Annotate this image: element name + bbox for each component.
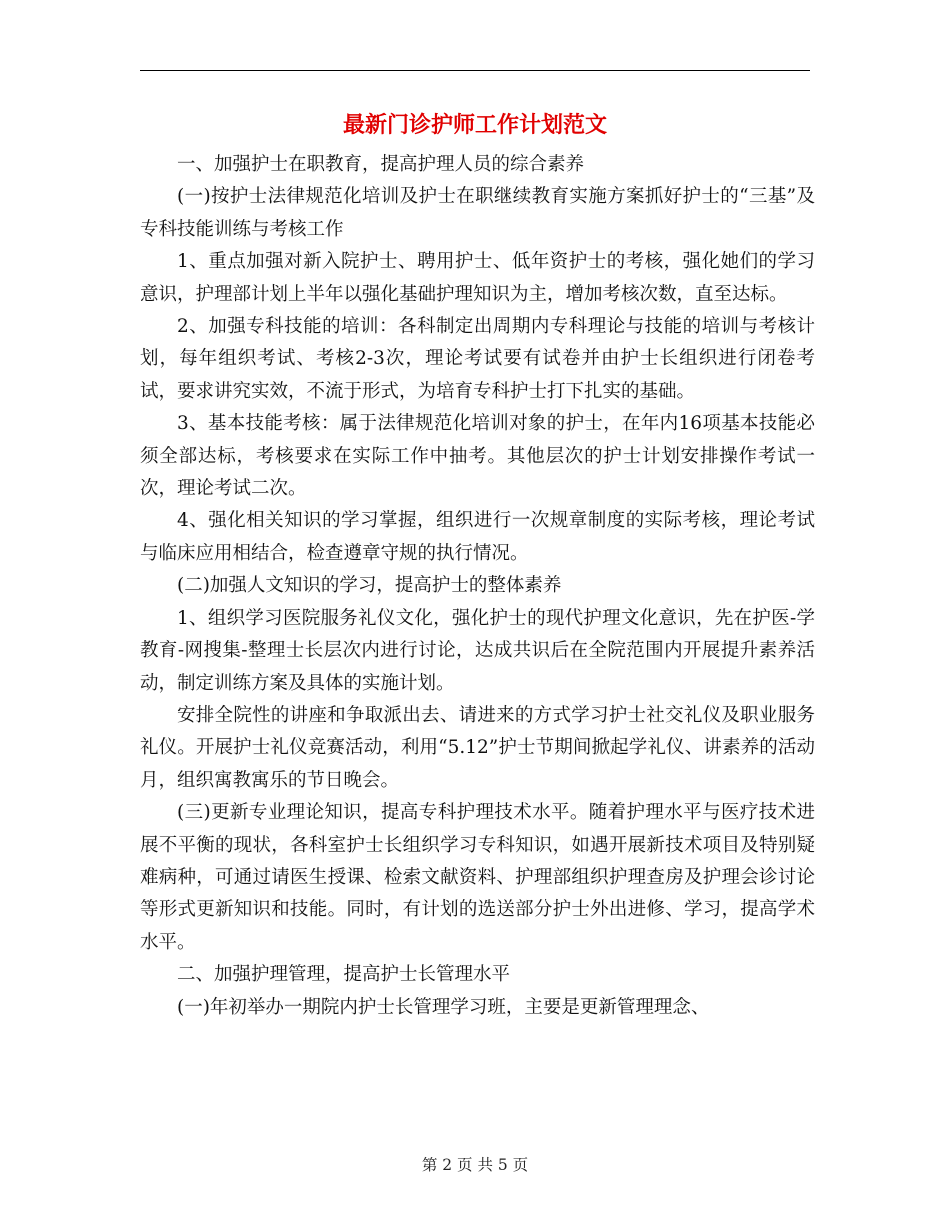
paragraph: (三)更新专业理论知识，提高专科护理技术水平。随着护理水平与医疗技术进展不平衡的现状，各科室护士长组织学习专科知识，如遇开展新技术项目及特别疑难病种，可通过请医生授课、检索文献资料、护理部组织护理查房及护理会诊讨论等形式更新知识和技能。同时，有计划的选送部分护士外出进修、学习，提高学术水平。: [140, 802, 815, 953]
document-body: [140, 149, 815, 1024]
paragraph: 1、组织学习医院服务礼仪文化，强化护士的现代护理文化意识，先在护医-学教育-网搜集-整理士长层次内进行讨论，达成共识后在全院范围内开展提升素养活动，制定训练方案及具体的实施计划。: [140, 607, 815, 694]
paragraph: 1、重点加强对新入院护士、聘用护士、低年资护士的考核，强化她们的学习意识，护理部计划上半年以强化基础护理知识为主，增加考核次数，直至达标。: [140, 251, 815, 305]
paragraph: 4、强化相关知识的学习掌握，组织进行一次规章制度的实际考核，理论考试与临床应用相结合，检查遵章守规的执行情况。: [140, 510, 815, 564]
page-footer: 第 2 页 共 5 页: [421, 1156, 529, 1174]
paragraph: 一、加强护士在职教育，提高护理人员的综合素养: [177, 154, 585, 175]
paragraph: 2、加强专科技能的培训：各科制定出周期内专科理论与技能的培训与考核计划，每年组织考试、考核2-3次，理论考试要有试卷并由护士长组织进行闭卷考试，要求讲究实效，不流于形式，为培育专科护士打下扎实的基础。: [140, 316, 815, 402]
paragraph: (二)加强人文知识的学习，提高护士的整体素养: [177, 575, 562, 597]
paragraph: 二、加强护理管理，提高护士长管理水平: [177, 964, 511, 986]
paragraph: (一)按护士法律规范化培训及护士在职继续教育实施方案抓好护士的“三基”及专科技能训练与考核工作: [140, 186, 815, 240]
header-rule: [140, 70, 810, 71]
document-title: 最新门诊护师工作计划范文: [342, 113, 607, 138]
paragraph: (一)年初举办一期院内护士长管理学习班，主要是更新管理理念、: [177, 996, 710, 1018]
paragraph: 安排全院性的讲座和争取派出去、请进来的方式学习护士社交礼仪及职业服务礼仪。开展护士礼仪竞赛活动，利用“5.12”护士节期间掀起学礼仪、讲素养的活动月，组织寓教寓乐的节日晚会。: [140, 704, 815, 791]
paragraph: 3、基本技能考核：属于法律规范化培训对象的护士，在年内16项基本技能必须全部达标，考核要求在实际工作中抽考。其他层次的护士计划安排操作考试一次，理论考试二次。: [140, 413, 815, 500]
